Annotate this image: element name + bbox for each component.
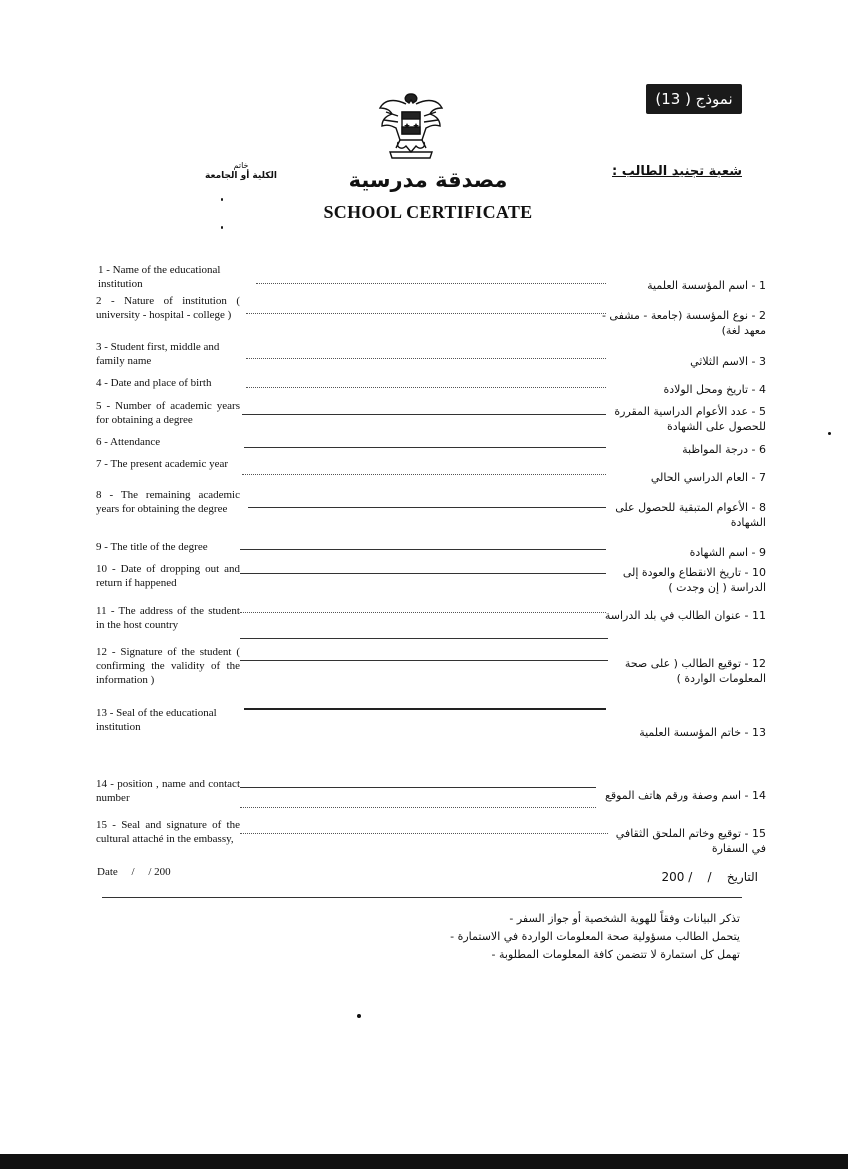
scan-edge-bar <box>0 1154 848 1169</box>
field-4-line[interactable] <box>246 387 606 388</box>
field-7-line[interactable] <box>242 474 606 475</box>
date-english: Date / / 200 <box>97 866 171 878</box>
field-12-arabic: 12 - توقيع الطالب ( على صحة المعلومات الواردة ) <box>624 657 766 685</box>
footer-divider <box>102 897 742 898</box>
field-9-line[interactable] <box>240 549 606 550</box>
field-2-arabic: 2 - نوع المؤسسة (جامعة - مشفى - معهد لغة) <box>601 309 766 337</box>
note-item: تهمل كل استمارة لا تتضمن كافة المعلومات المطلوبة - <box>400 946 740 964</box>
field-9-english: 9 - The title of the degree <box>96 541 208 553</box>
field-1-arabic: 1 - اسم المؤسسة العلمية <box>647 279 766 292</box>
scan-speck <box>828 432 831 435</box>
field-7-english: 7 - The present academic year <box>96 458 229 470</box>
field-3-english: 3 - Student first, middle and family name <box>96 341 220 367</box>
field-4-english: 4 - Date and place of birth <box>96 377 212 389</box>
form-number-badge: نموذج ( 13) <box>646 84 742 114</box>
field-13-line[interactable] <box>244 708 606 710</box>
date-arabic: التاريخ / / 200 <box>661 870 758 884</box>
field-8-line[interactable] <box>248 507 606 508</box>
seal-note-top: خاتم <box>233 161 249 170</box>
field-1-english: 1 - Name of the educational institution <box>98 264 221 290</box>
field-5-english: 5 - Number of academic years for obtaining a degree <box>96 400 240 426</box>
field-11-line-a[interactable] <box>240 612 606 613</box>
seal-note-bottom: الكلية أو الجامعة <box>205 171 277 181</box>
eagle-emblem-icon <box>376 86 446 162</box>
field-9-arabic: 9 - اسم الشهادة <box>689 546 766 559</box>
field-12-english: 12 - Signature of the student ( confirming the validity of the information ) <box>96 646 240 686</box>
scan-speck <box>357 1014 361 1018</box>
field-11-english: 11 - The address of the student in the host country <box>96 605 240 631</box>
scan-speck <box>221 226 223 229</box>
department-label: شعبة تجنيد الطالب : <box>612 164 742 179</box>
field-15-arabic: 15 - توقيع وخاتم الملحق الثقافي في السفارة <box>615 827 766 855</box>
field-14-line-b[interactable] <box>240 807 596 808</box>
field-5-arabic: 5 - عدد الأعوام الدراسية المقررة للحصول على الشهادة <box>614 405 766 433</box>
field-13-arabic: 13 - خاتم المؤسسة العلمية <box>639 726 766 739</box>
field-5-line[interactable] <box>242 414 606 415</box>
field-10-english: 10 - Date of dropping out and return if happened <box>96 563 240 589</box>
field-3-line[interactable] <box>246 358 606 359</box>
field-6-english: 6 - Attendance <box>96 436 161 448</box>
field-15-english: 15 - Seal and signature of the cultural attaché in the embassy, <box>96 819 240 845</box>
field-1-line[interactable] <box>256 283 606 284</box>
field-6-arabic: 6 - درجة المواظبة <box>682 443 766 456</box>
field-10-arabic: 10 - تاريخ الانقطاع والعودة إلى الدراسة ( إن وجدت ) <box>622 566 766 594</box>
field-3-arabic: 3 - الاسم الثلاثي <box>690 355 766 368</box>
note-item: تذكر البيانات وفقاً للهوية الشخصية أو جواز السفر - <box>400 910 740 928</box>
field-7-arabic: 7 - العام الدراسي الحالي <box>650 471 766 484</box>
scan-speck <box>221 198 223 201</box>
field-13-english: 13 - Seal of the educational institution <box>96 707 217 733</box>
notes-list <box>400 910 740 964</box>
field-4-arabic: 4 - تاريخ ومحل الولادة <box>663 383 766 396</box>
field-11-line-b[interactable] <box>240 638 608 639</box>
field-11-arabic: 11 - عنوان الطالب في بلد الدراسة <box>604 609 766 622</box>
title-arabic: مصدقة مدرسية <box>348 168 508 192</box>
field-2-line[interactable] <box>246 313 606 314</box>
field-12-line[interactable] <box>240 660 608 661</box>
field-8-arabic: 8 - الأعوام المتبقية للحصول على الشهادة <box>615 501 766 529</box>
field-14-line-a[interactable] <box>240 787 596 788</box>
field-2-english: 2 - Nature of institution ( university - hospital - college ) <box>96 295 240 321</box>
seal-note <box>202 160 280 182</box>
field-6-line[interactable] <box>244 447 606 448</box>
field-15-line[interactable] <box>240 833 608 834</box>
title-english: SCHOOL CERTIFICATE <box>323 202 533 222</box>
note-item: يتحمل الطالب مسؤولية صحة المعلومات الواردة في الاستمارة - <box>400 928 740 946</box>
field-14-english: 14 - position , name and contact number <box>96 778 240 804</box>
field-8-english: 8 - The remaining academic years for obtaining the degree <box>96 489 240 515</box>
field-14-arabic: 14 - اسم وصفة ورقم هاتف الموقع <box>604 789 766 802</box>
field-10-line[interactable] <box>240 573 606 574</box>
